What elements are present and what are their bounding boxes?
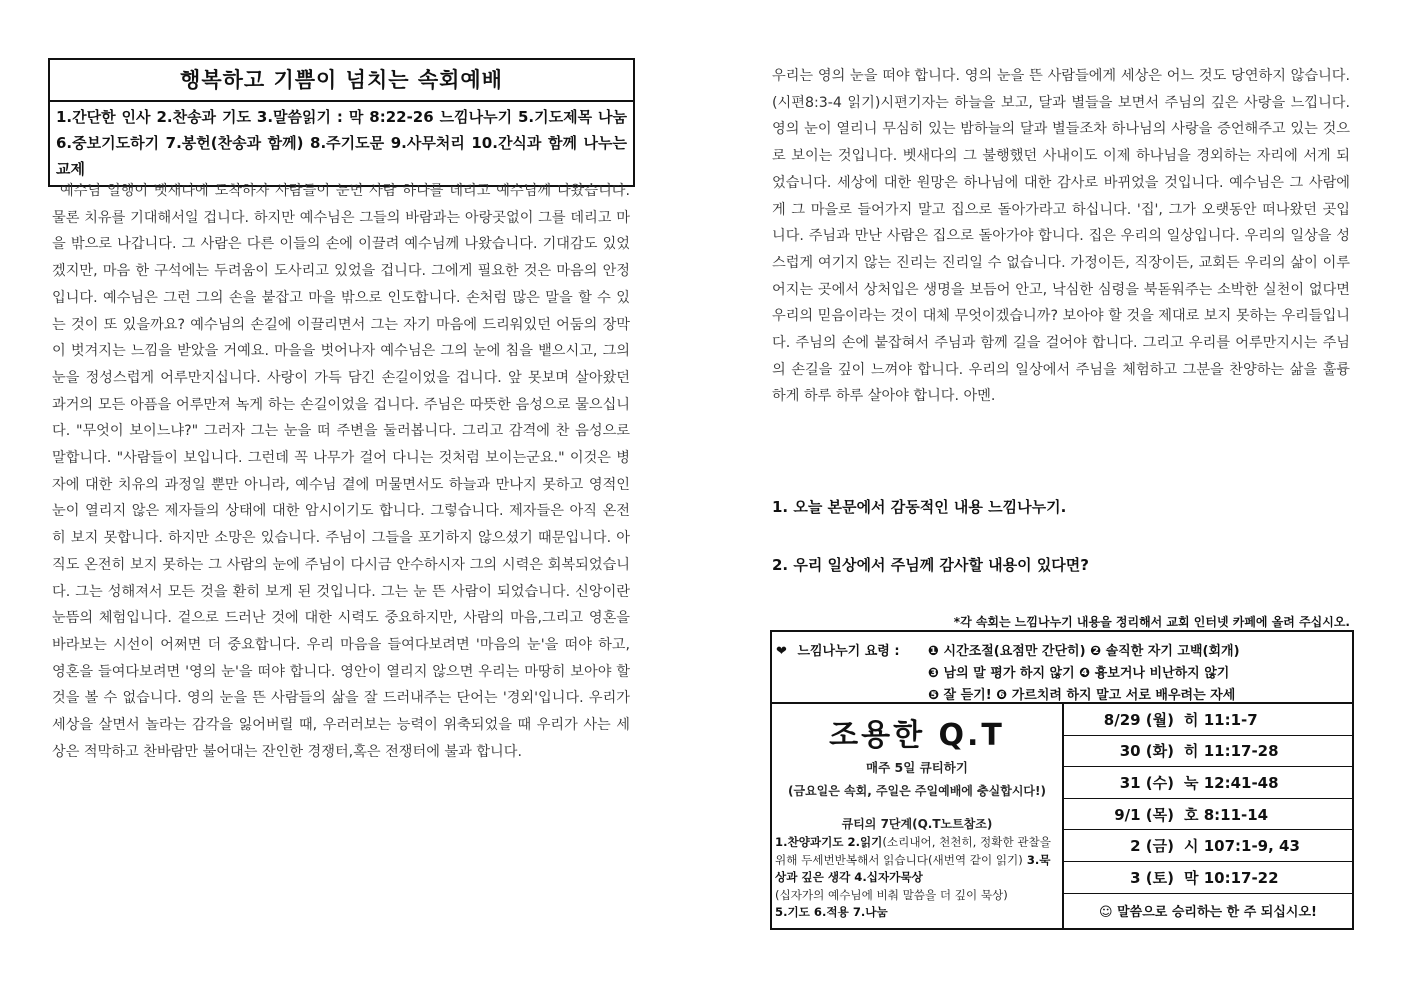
- schedule-date: 3 (토): [1130, 868, 1174, 887]
- sermon-left-column: [52, 178, 630, 765]
- schedule-row: [1064, 830, 1352, 862]
- qt-steps: [772, 832, 1062, 922]
- qt-step-3: 3.묵상과 깊은 생각 4.십자가묵상: [775, 852, 1051, 884]
- guide-line-3: ❺ 잘 듣기! ❻ 가르치려 하지 말고 서로 배우려는 자세: [928, 688, 1236, 703]
- schedule-row: [1064, 799, 1352, 831]
- schedule-reference: 호 8:11-14: [1184, 805, 1269, 824]
- question-2: 2. 우리 일상에서 주님께 감사할 내용이 있다면?: [772, 556, 1089, 574]
- schedule-row: [1064, 736, 1352, 768]
- guide-line-2: ❸ 남의 말 평가 하지 않기 ❹ 흉보거나 비난하지 않기: [928, 666, 1230, 681]
- heart-icon: ❤: [776, 644, 787, 659]
- worship-header-box: [48, 58, 635, 187]
- schedule-reference: 시 107:1-9, 43: [1184, 837, 1300, 856]
- schedule-reference: 눅 12:41-48: [1184, 773, 1279, 792]
- schedule-reference: 히 11:17-28: [1184, 742, 1279, 761]
- worship-order: 1.간단한 인사 2.찬송과 기도 3.말씀읽기 : 막 8:22-26 느낌나누기 5.기도제목 나눔 6.중보기도하기 7.봉헌(찬송과 함께) 8.주기도문 9.사무처리 10.간식과 함께 나누는 교제: [56, 108, 627, 178]
- schedule-date: 30 (화): [1119, 742, 1174, 761]
- schedule-reference: 히 11:1-7: [1184, 710, 1258, 729]
- sharing-guide-box: [770, 630, 1354, 704]
- qt-box: [770, 702, 1354, 930]
- qt-footer: ☺ 말씀으로 승리하는 한 주 되십시오!: [1099, 904, 1317, 920]
- posting-note: *각 속회는 느낌나누기 내용을 정리해서 교회 인터넷 카페에 올려 주십시오.: [953, 615, 1350, 629]
- schedule-date: 2 (금): [1130, 837, 1174, 856]
- qt-schedule: [1064, 704, 1352, 928]
- schedule-date: 9/1 (목): [1114, 805, 1174, 824]
- schedule-date: 31 (수): [1119, 773, 1174, 792]
- schedule-date: 8/29 (월): [1103, 710, 1174, 729]
- schedule-row: [1064, 704, 1352, 736]
- qt-subtitle: 매주 5일 큐티하기: [866, 760, 968, 775]
- qt-step-4-detail: (십자가의 예수님에 비춰 말씀을 더 깊이 묵상): [775, 887, 1008, 902]
- qt-title: 조용한 Q.T: [829, 718, 1005, 753]
- schedule-row: [1064, 862, 1352, 894]
- qt-step-1-detail: (소리내어, 천천히, 정확한 관찰을 위해 두세번반복해서 읽습니다(새번역 같이 읽기): [775, 835, 1051, 867]
- qt-step-1: 1.찬양과기도 2.읽기: [775, 835, 883, 849]
- guide-line-1: ❶ 시간조절(요점만 간단히) ❷ 솔직한 자기 고백(회개): [928, 644, 1240, 659]
- qt-steps-title: 큐티의 7단계(Q.T노트참조): [841, 817, 993, 831]
- guide-label: 느낌나누기 요령 :: [797, 644, 900, 659]
- sermon-right-column: [772, 63, 1350, 410]
- sermon-text-right: 우리는 영의 눈을 떠야 합니다. 영의 눈을 뜬 사람들에게 세상은 어느 것도 당연하지 않습니다.(시편8:3-4 읽기)시편기자는 하늘을 보고, 달과 별들을 보면서 주님의 깊은 사랑을 느낍니다. 영의 눈이 열리니 무심히 있는 밤하늘의 달과 별들조차 하나님의 사랑을 증언해주고 있는 것으로 보이는 것입니다. 벳새다의 그 불행했던 사내이도 이제 하나님을 경외하는 자리에 서게 되었습니다. 세상에 대한 원망은 하나님에 대한 감사로 바뀌었을 것입니다. 예수님은 그 사람에게 그 마을로 들어가지 말고 집으로 돌아가라고 하십니다. '집', 그가 오랫동안 떠나왔던 곳입니다. 주님과 만난 사람은 집으로 돌아가야 합니다. 집은 우리의 일상입니다. 우리의 일상을 성스럽게 여기지 않는 진리는 진리일 수 없습니다. 가정이든, 직장이든, 교회든 우리의 삶이 이루어지는 곳에서 상처입은 생명을 보듬어 안고, 낙심한 심령을 북돋워주는 소박한 실천이 없다면 우리의 믿음이라는 것이 대체 무엇이겠습니까? 보아야 할 것을 제대로 보지 못하는 우리들입니다. 주님의 손에 붙잡혀서 주님과 함께 길을 걸어야 합니다. 그리고 우리를 어루만지시는 주님의 손길을 깊이 느껴야 합니다. 우리의 일상에서 주님을 체험하고 그분을 찬양하는 삶을 훌륭하게 하루 하루 살아야 합니다. 아멘.: [772, 68, 1350, 405]
- sermon-text-left: 예수님 일행이 벳새다에 도착하자 사람들이 눈먼 사람 하나를 데리고 예수님께 나왔습니다. 물론 치유를 기대해서일 겁니다. 하지만 예수님은 그들의 바람과는 아랑곳없이 그를 데리고 마을 밖으로 나갑니다. 그 사람은 다른 이들의 손에 이끌려 예수님께 나왔습니다. 기대감도 있었겠지만, 마음 한 구석에는 두려움이 도사리고 있었을 겁니다. 그에게 필요한 것은 마음의 안정입니다. 예수님은 그런 그의 손을 붙잡고 마을 밖으로 인도합니다. 손처럼 많은 말을 할 수 있는 것이 또 있을까요? 예수님의 손길에 이끌리면서 그는 자기 마음에 드리워있던 어둠의 장막이 벗겨지는 느낌을 받았을 거예요. 마을을 벗어나자 예수님은 그의 눈에 침을 뱉으시고, 그의 눈을 정성스럽게 어루만지십니다. 사랑이 가득 담긴 손길이었을 겁니다. 앞 못보며 살아왔던 과거의 모든 아픔을 어루만져 녹게 하는 손길이었을 겁니다. 주님은 따뜻한 음성으로 물으십니다. "무엇이 보이느냐?" 그러자 그는 눈을 떠 주변을 둘러봅니다. 그리고 감격에 찬 음성으로 말합니다. "사람들이 보입니다. 그런데 꼭 나무가 걸어 다니는 것처럼 보이는군요." 이것은 병자에 대한 치유의 과정일 뿐만 아니라, 예수님 곁에 머물면서도 하늘과 만나지 못하고 영적인 눈이 열리지 않은 제자들의 상태에 대한 암시이기도 합니다. 그렇습니다. 제자들은 아직 온전히 보지 못합니다. 하지만 소망은 있습니다. 주님이 그들을 포기하지 않으셨기 때문입니다. 아직도 온전히 보지 못하는 그 사람의 눈에 주님이 다시금 안수하시자 그의 시력은 회복되었습니다. 그는 성해져서 모든 것을 환히 보게 된 것입니다. 그는 눈 뜬 사람이 되었습니다. 신앙이란 눈뜸의 체험입니다. 겉으로 드러난 것에 대한 시력도 중요하지만, 사람의 마음,그리고 영혼을 바라보는 시선이 어쩌면 더 중요합니다. 우리 마음을 들여다보려면 '마음의 눈'을 떠야 하고, 영혼을 들여다보려면 '영의 눈'을 떠야 합니다. 영안이 열리지 않으면 우리는 마땅히 보아야 할 것을 볼 수 없습니다. 영의 눈을 뜬 사람들의 삶을 잘 드러내주는 단어는 '경외'입니다. 우리가 세상을 살면서 놀라는 감각을 잃어버릴 때, 우러러보는 능력이 위축되었을 때 우리가 사는 세상은 적막하고 찬바람만 불어대는 잔인한 경쟁터,혹은 전쟁터에 불과 합니다.: [52, 183, 630, 760]
- schedule-reference: 막 10:17-22: [1184, 868, 1279, 887]
- page-title: 행복하고 기쁨이 넘치는 속회예배: [50, 60, 633, 102]
- qt-info: [772, 704, 1064, 928]
- qt-step-5: 5.기도 6.적용 7.나눔: [775, 905, 888, 919]
- schedule-row: [1064, 767, 1352, 799]
- question-1: 1. 오늘 본문에서 감동적인 내용 느낌나누기.: [772, 498, 1067, 516]
- qt-notice: (금요일은 속회, 주일은 주일예배에 충실합시다!): [788, 784, 1046, 798]
